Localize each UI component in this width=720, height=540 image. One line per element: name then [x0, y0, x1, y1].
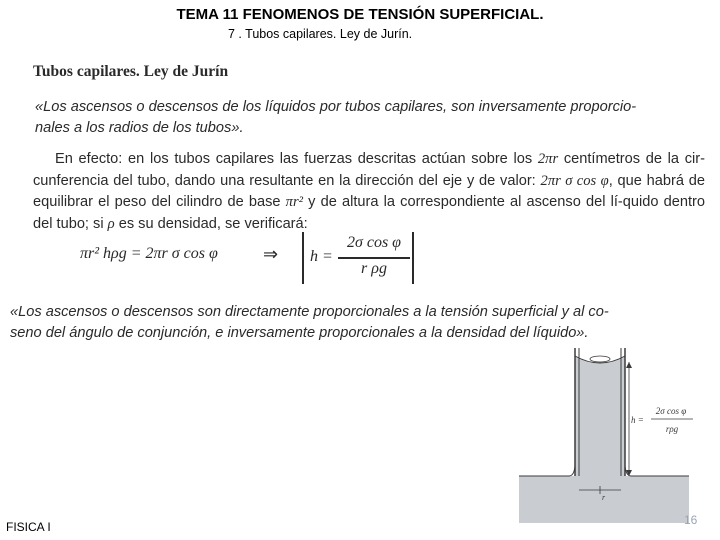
paragraph-math-1: 2πr [537, 151, 559, 167]
quote1-line-2: nales a los radios de los tubos». [35, 120, 244, 136]
page-subtitle: 7 . Tubos capilares. Ley de Jurín. [228, 27, 413, 41]
paragraph-math-2: 2πr σ cos φ [540, 172, 609, 189]
water-column [575, 356, 625, 476]
outer-meniscus-left [519, 466, 575, 476]
paragraph-text-5: es su densidad, se verificará: [114, 215, 308, 232]
diagram-formula-denominator: rρg [665, 424, 679, 434]
fraction-denominator: r ρg [361, 260, 387, 277]
paragraph-math-4: ρ [107, 215, 115, 232]
fraction-numerator: 2σ cos φ [346, 234, 402, 251]
quote-jurin-law-2 [10, 302, 710, 344]
height-arrow-top [626, 362, 632, 368]
capillary-tube-diagram [519, 348, 697, 523]
radius-label: r [602, 493, 606, 502]
equation-bar-right [412, 232, 414, 284]
paragraph-text-3: , que habrá de equilibrar el peso del cilindro de base [33, 172, 705, 210]
quote2-line-1: «Los ascensos o descensos son directamente proporcionales a la tensión superficial y al co- [10, 304, 609, 320]
outer-meniscus-right [625, 466, 689, 476]
section-heading: Tubos capilares. Ley de Jurín [33, 63, 229, 80]
implies-arrow: ⇒ [263, 244, 279, 264]
explanation-paragraph [33, 149, 705, 235]
equation-left: πr² hρg = 2πr σ cos φ [80, 245, 218, 262]
fraction-line [338, 257, 410, 259]
paragraph-text-2: centímetros de la cir-cunferencia del tubo, dando una resultante en la dirección del eje y de valor: [33, 151, 705, 189]
diagram-formula-h: h = [631, 415, 644, 425]
quote1-line-1: «Los ascensos o descensos de los líquidos por tubos capilares, son inversamente proporcio- [35, 99, 637, 115]
footer-text: FISICA I [6, 520, 51, 534]
paragraph-text-4: y de altura la correspondiente al ascenso del lí-quido dentro del tubo; si [33, 194, 705, 232]
page-number: 16 [684, 513, 698, 527]
quote2-line-2: seno del ángulo de conjunción, e inversamente proporcionales a la densidad del líquido». [10, 325, 589, 341]
equation-h: h = [310, 248, 333, 265]
page-title: TEMA 11 FENOMENOS DE TENSIÓN SUPERFICIAL. [176, 6, 544, 23]
equation-bar-left [302, 232, 304, 284]
paragraph-text-1: En efecto: en los tubos capilares las fuerzas descritas actúan sobre los [55, 151, 538, 167]
diagram-formula-numerator: 2σ cos φ [655, 406, 687, 416]
jurin-equation [80, 232, 420, 284]
paragraph-math-3: πr² [285, 194, 304, 210]
quote-jurin-law-1 [35, 97, 695, 139]
